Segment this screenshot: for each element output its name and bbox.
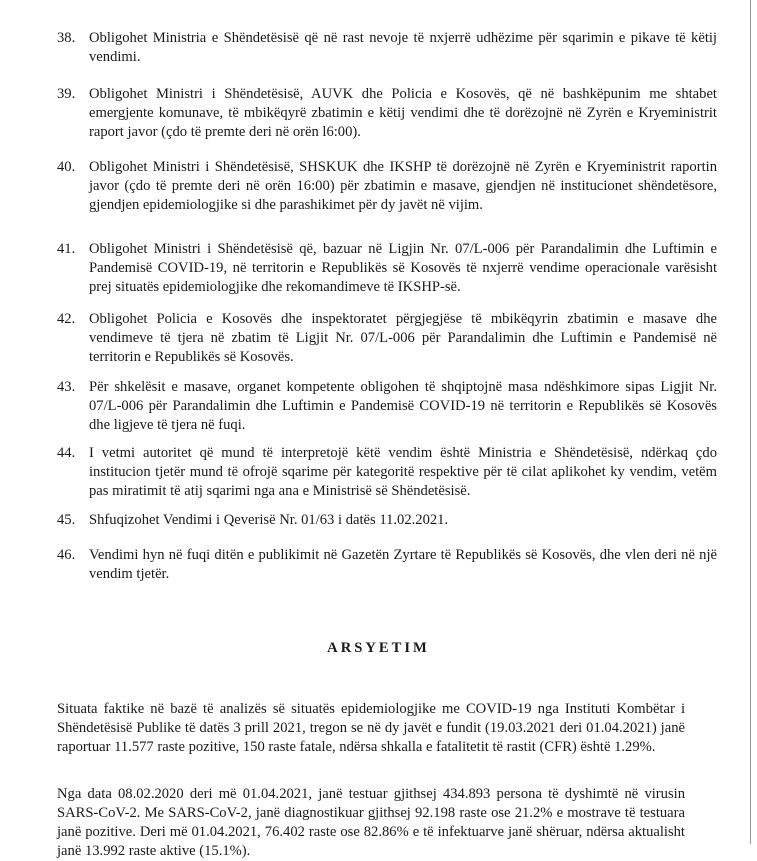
item-text: Obligohet Ministri i Shëndetësisë që, bazuar në Ligjin Nr. 07/L-006 për Parandalimin dhe Luftimin e Pandemisë COVID-19, në territorin e Republikës së Kosovës të nxjerrë vendime operacionale varësisht prej situatës epidemiologjike dhe rekomandimeve të IKSHP-së. (89, 241, 717, 295)
paragraph: Nga data 08.02.2020 deri më 01.04.2021, janë testuar gjithsej 434.893 persona të dyshimtë në virusin SARS-CoV-2. Me SARS-CoV-2, janë diagnostikuar gjithsej 92.198 raste ose 21.2% e mostrave të testuara janë pozitive. Deri më 01.04.2021, 76.402 raste ose 82.86% e të infektuarve janë shëruar, ndërsa aktualisht janë 13.992 raste aktive (15.1%). (57, 786, 685, 859)
item-text: Vendimi hyn në fuqi ditën e publikimit në Gazetën Zyrtare të Republikës së Kosovës, dhe vlen deri në një vendim tjetër. (89, 547, 717, 582)
item-text: Shfuqizohet Vendimi i Qeverisë Nr. 01/63 i datës 11.02.2021. (89, 512, 449, 528)
item-number: 40. (57, 159, 76, 175)
list-item (57, 29, 737, 67)
list-item (57, 511, 737, 530)
list-item (57, 546, 737, 584)
list-item (57, 158, 737, 215)
list-item (57, 378, 737, 435)
list-item (57, 240, 737, 297)
item-text: Obligohet Ministri i Shëndetësisë, AUVK dhe Policia e Kosovës, që në bashkëpunim me shtabet emergjente komunave, të mbikëqyrë zbatimin e këtij vendimi dhe të dorëzojnë në Zyrën e Kryeministrit raport javor (çdo të premte deri në orën l6:00). (89, 86, 717, 140)
list-item (57, 85, 737, 142)
item-number: 41. (57, 241, 76, 257)
section-heading: ARSYETIM (327, 640, 430, 656)
item-number: 46. (57, 547, 76, 563)
item-text: Obligohet Ministri i Shëndetësisë, SHSKUK dhe IKSHP të dorëzojnë në Zyrën e Kryeministrit raportin javor (çdo të premte deri në orën 16:00) për zbatimin e masave, gjendjen në institucionet shëndetësore, gjendjen epidemiologjike si dhe parashikimet për dy javët në vijim. (89, 159, 717, 213)
item-number: 42. (57, 311, 76, 327)
item-number: 39. (57, 86, 76, 102)
item-number: 45. (57, 512, 76, 528)
list-item (57, 310, 737, 367)
item-number: 43. (57, 379, 76, 395)
item-text: Obligohet Policia e Kosovës dhe inspektoratet përgjegjëse të mbikëqyrin zbatimin e masave dhe vendimeve të tjera në zbatim të Ligjit Nr. 07/L-006 për Parandalimin dhe Luftimin e Pandemisë në territorin e Republikës së Kosovës. (89, 311, 717, 365)
item-number: 38. (57, 30, 76, 46)
list-item (57, 444, 737, 501)
item-text: Për shkelësit e masave, organet kompetente obligohen të shqiptojnë masa ndëshkimore sipas Ligjit Nr. 07/L-006 për Parandalimin dhe Luftimin e Pandemisë COVID-19 në territorin e Republikës së Kosovës dhe ligjeve të tjera në fuqi. (89, 379, 717, 433)
page-edge-line (750, 0, 751, 844)
item-number: 44. (57, 445, 76, 461)
paragraph: Situata faktike në bazë të analizës së situatës epidemiologjike me COVID-19 nga Instituti Kombëtar i Shëndetësisë Publike të datës 3 prill 2021, tregon se në dy javët e fundit (19.03.2021 deri 01.04.2021) janë raportuar 11.577 raste pozitive, 150 raste fatale, ndërsa shkalla e fatalitetit të rastit (CFR) është 1.29%. (57, 701, 685, 755)
item-text: I vetmi autoritet që mund të interpretojë këtë vendim është Ministria e Shëndetësisë, ndërkaq çdo institucion tjetër mund të ofrojë sqarime për kategoritë respektive për të cilat aplikohet ky vendim, vetëm pas miratimit të atij sqarimi nga ana e Ministrisë së Shëndetësisë. (89, 445, 717, 499)
item-text: Obligohet Ministria e Shëndetësisë që në rast nevoje të nxjerrë udhëzime për sqarimin e pikave të këtij vendimi. (89, 30, 717, 65)
